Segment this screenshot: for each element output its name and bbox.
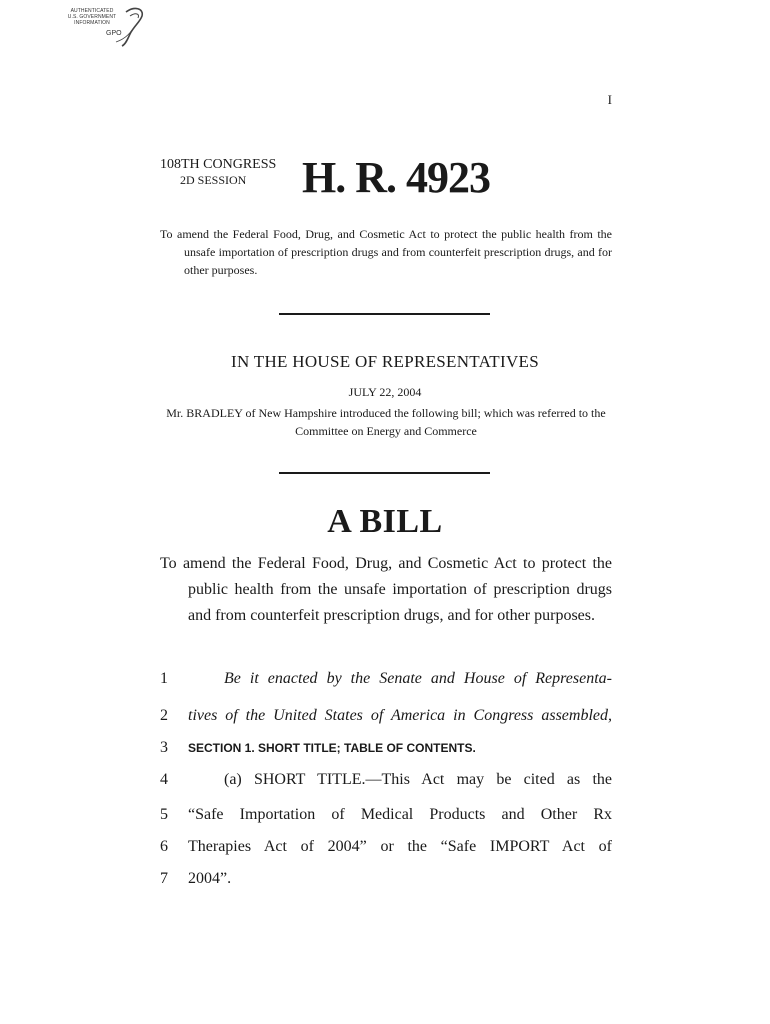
line-number: 6: [160, 838, 168, 855]
line-text: tives of the United States of America in Congress assembled,: [188, 707, 612, 724]
numbered-line: [160, 863, 612, 895]
line-number: 4: [160, 771, 168, 788]
numbered-line: [160, 831, 612, 863]
introduction-date: JULY 22, 2004: [348, 385, 422, 399]
bill-purpose: [160, 551, 612, 629]
chamber-heading: IN THE HOUSE OF REPRESENTATIVES: [231, 352, 539, 371]
bill-number: H. R. 4923: [302, 153, 490, 202]
line-number: 7: [160, 870, 168, 887]
seal-gpo: GPO: [106, 30, 122, 37]
numbered-line: [160, 799, 612, 831]
bill-purpose-text: To amend the Federal Food, Drug, and Cosmetic Act to protect the public health from the unsafe importation of prescription drugs and from counterfeit prescription drugs, and for other purposes.: [160, 555, 612, 624]
line-text: 2004”.: [188, 870, 232, 887]
line-text: Be it enacted by the Senate and House of Representa-: [224, 670, 612, 687]
numbered-line: [160, 764, 612, 796]
purpose-summary-text: To amend the Federal Food, Drug, and Cosmetic Act to protect the public health from the unsafe importation of prescription drugs and from counterfeit prescription drugs, and for other purposes.: [160, 227, 612, 277]
line-number: 3: [160, 739, 168, 756]
purpose-summary: [160, 225, 612, 279]
seal-line: U.S. GOVERNMENT: [67, 14, 117, 20]
line-number: 1: [160, 670, 168, 687]
seal-text: [60, 8, 124, 26]
line-number: 5: [160, 806, 168, 823]
line-text: Therapies Act of 2004” or the “Safe IMPORT Act of: [188, 838, 612, 855]
line-number: 2: [160, 707, 168, 724]
congress-label: 108TH CONGRESS: [160, 157, 277, 172]
seal-line: INFORMATION: [74, 20, 110, 26]
line-text: “Safe Importation of Medical Products and Other Rx: [188, 806, 612, 823]
line-text: (a) SHORT TITLE.—This Act may be cited as the: [224, 771, 612, 788]
divider: [279, 313, 490, 315]
page-number: I: [607, 92, 612, 107]
bill-title: A BILL: [327, 503, 443, 540]
introduction-text: Mr. BRADLEY of New Hampshire introduced the following bill; which was referred to the Committee on Energy and Commerce: [166, 406, 606, 438]
seal-line: AUTHENTICATED: [70, 8, 114, 14]
section-heading: SECTION 1. SHORT TITLE; TABLE OF CONTENTS.: [188, 741, 476, 755]
numbered-line: [160, 732, 612, 764]
divider: [279, 472, 490, 474]
numbered-line: [160, 663, 612, 695]
session-label: 2D SESSION: [180, 173, 247, 187]
numbered-line: [160, 700, 612, 732]
